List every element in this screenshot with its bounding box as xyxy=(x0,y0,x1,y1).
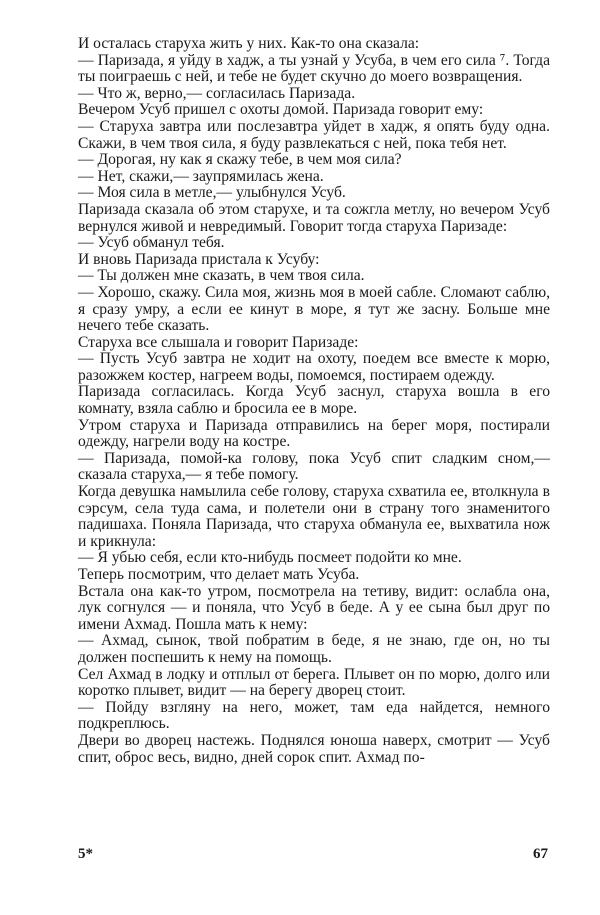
paragraph: — Пойду взгляну на него, может, там еда найдется, немного подкреплюсь. xyxy=(78,698,550,733)
paragraph: — Хорошо, скажу. Сила моя, жизнь моя в моей сабле. Сломают саблю, я сразу умру, а если ее кинут в море, я тут же засну. Больше мне нечего тебе сказать. xyxy=(78,283,550,335)
paragraph: Паризада согласилась. Когда Усуб заснул, старуха вошла в его комнату, взяла саблю и бросила ее в море. xyxy=(78,383,550,418)
page-footer xyxy=(78,846,550,866)
paragraph: — Я убью себя, если кто-нибудь посмеет подойти ко мне. xyxy=(78,549,462,567)
paragraph: И вновь Паризада пристала к Усубу: xyxy=(78,250,320,268)
paragraph: — Дорогая, ну как я скажу тебе, в чем моя сила? xyxy=(78,151,402,169)
paragraph: — Ахмад, сынок, твой побратим в беде, я не знаю, где он, но ты должен поспешить к нему на помощь. xyxy=(78,632,550,666)
paragraph: — Ты должен мне сказать, в чем твоя сила. xyxy=(78,267,365,285)
paragraph: Паризада сказала об этом старухе, и та сожгла метлу, но вечером Усуб вернулся живой и невредимый. Говорит тогда старуха Паризаде: xyxy=(78,200,550,235)
paragraph: И осталась старуха жить у них. Как-то она сказала: xyxy=(78,35,420,52)
paragraph: Утром старуха и Паризада отправились на берег моря, постирали одежду, нагрели воду на костре. xyxy=(78,416,550,451)
paragraph: — Пусть Усуб завтра не ходит на охоту, поедем все вместе к морю, разожжем костер, нагреем воды, помоемся, постираем одежду. xyxy=(78,350,550,384)
paragraph: Двери во дворец настежь. Поднялся юноша наверх, смотрит — Усуб спит, оброс весь, видно, дней сорок спит. Ахмад по- xyxy=(78,731,550,766)
paragraph: — Паризада, я уйду в хадж, а ты узнай у Усуба, в чем его сила ⁷. Тогда ты поиграешь с ней, и тебе не будет скучно до моего возвращения. xyxy=(78,51,550,86)
paragraph: — Нет, скажи,— заупрямилась жена. xyxy=(78,167,324,185)
paragraph: — Паризада, помой-ка голову, пока Усуб спит сладким сном,— сказала старуха,— я тебе помогу. xyxy=(78,449,550,484)
page-body xyxy=(78,36,550,766)
paragraph: — Усуб обманул тебя. xyxy=(78,234,225,252)
paragraph: Когда девушка намылила себе голову, старуха схватила ее, втолкнула в сэрсум, села туда сама, и полетели они в страну того знаменитого падишаха. Поняла Паризада, что старуха обманула ее, выхватила нож и крикнула: xyxy=(78,483,550,550)
page-number: 67 xyxy=(533,846,548,862)
paragraph: — Старуха завтра или послезавтра уйдет в хадж, я опять буду одна. Скажи, в чем твоя сила, я буду развлекаться с ней, пока тебя нет. xyxy=(78,117,550,152)
paragraph: — Что ж, верно,— согласилась Паризада. xyxy=(78,84,356,102)
paragraph: Сел Ахмад в лодку и отплыл от берега. Плывет он по морю, долго или коротко плывет, видит — на берегу дворец стоит. xyxy=(78,665,550,700)
paragraph: Вечером Усуб пришел с охоты домой. Паризада говорит ему: xyxy=(78,101,484,119)
paragraph: Встала она как-то утром, посмотрела на тетиву, видит: ослабла она, лук согнулся — и поняла, что Усуб в беде. А у ее сына был друг по имени Ахмад. Пошла мать к нему: xyxy=(78,582,550,633)
paragraph: Старуха все слышала и говорит Паризаде: xyxy=(78,333,359,351)
paragraph: Теперь посмотрим, что делает мать Усуба. xyxy=(78,566,360,583)
paragraph: — Моя сила в метле,— улыбнулся Усуб. xyxy=(78,184,346,202)
signature-mark: 5* xyxy=(78,846,93,862)
